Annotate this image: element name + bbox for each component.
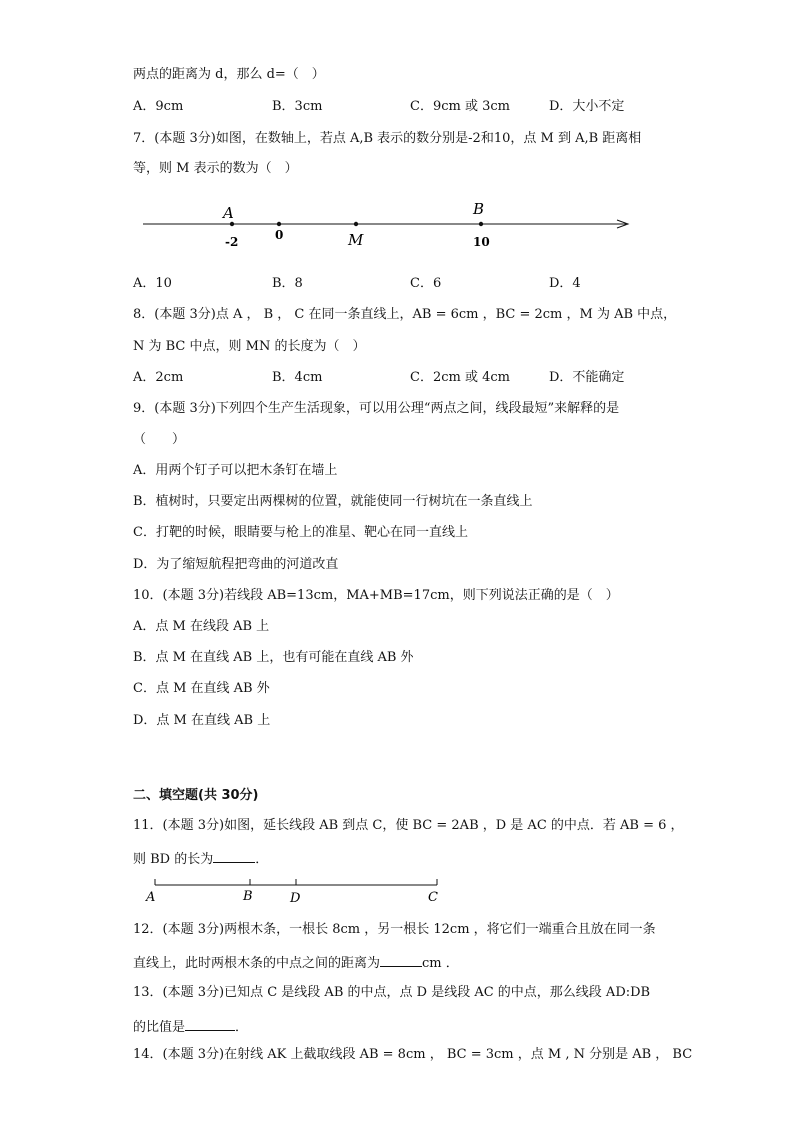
q13-line2-pre: 的比值是 [133, 1020, 186, 1035]
q13-stem-line1: 13．(本题 3分)已知点 C 是线段 AB 的中点，点 D 是线段 AC 的中点，那么线段 AD:DB [133, 985, 651, 1000]
q10-option-c: C．点 M 在直线 AB 外 [133, 681, 270, 696]
q8-stem-line1: 8．(本题 3分)点 A ， B ， C 在同一条直线上，AB = 6cm ，BC = 2cm ，M 为 AB 中点， [133, 307, 677, 322]
q11-label-a: A [146, 890, 156, 905]
q11-label-c: C [428, 890, 438, 905]
q6-option-a: A．9cm [133, 99, 184, 114]
q7-point-0 [277, 222, 281, 226]
q8-option-d: D．不能确定 [549, 370, 625, 385]
q9-stem-line1: 9．(本题 3分)下列四个生产生活现象，可以用公理“两点之间，线段最短”来解释的是 [133, 401, 620, 416]
q8-options [133, 369, 753, 387]
q7-option-a: A．10 [133, 276, 172, 291]
q9-option-d: D．为了缩短航程把弯曲的河道改直 [133, 557, 339, 572]
q7-option-b: B．8 [272, 276, 303, 291]
q7-point-a [230, 222, 234, 226]
q7-number-line-figure [0, 195, 794, 255]
q13-answer-blank[interactable] [185, 1016, 235, 1031]
q7-tick-neg2: -2 [225, 235, 239, 249]
q7-stem-line1: 7．(本题 3分)如图，在数轴上，若点 A,B 表示的数分别是-2和10，点 M 到 A,B 距离相 [133, 131, 642, 146]
q7-label-a: A [223, 204, 234, 222]
q13-line2-post: ． [235, 1020, 249, 1035]
q7-label-m: M [348, 231, 364, 249]
q7-tick-10: 10 [473, 235, 490, 249]
q7-options [133, 275, 753, 293]
q9-option-c: C．打靶的时候，眼睛要与枪上的准星、靶心在同一直线上 [133, 525, 468, 540]
q11-answer-blank[interactable] [213, 848, 255, 863]
q12-line2-pre: 直线上，此时两根木条的中点之间的距离为 [133, 956, 381, 971]
q11-label-b: B [243, 889, 253, 904]
q12-line2-post: cm ． [422, 956, 459, 971]
q11-label-d: D [290, 891, 301, 906]
q14-stem-line1: 14．(本题 3分)在射线 AK 上截取线段 AB = 8cm ， BC = 3cm ，点 M , N 分别是 AB ， BC [133, 1047, 693, 1062]
q12-stem-line1: 12．(本题 3分)两根木条，一根长 8cm ，另一根长 12cm ，将它们一端重合且放在同一条 [133, 922, 656, 937]
q10-stem: 10．(本题 3分)若线段 AB=13cm，MA+MB=17cm，则下列说法正确的是（ ） [133, 588, 619, 603]
q7-stem-line2: 等，则 M 表示的数为（ ） [133, 161, 298, 176]
q6-option-b: B．3cm [272, 99, 323, 114]
q8-option-b: B．4cm [272, 370, 323, 385]
q7-point-m [354, 222, 358, 226]
q11-stem-line2 [133, 848, 268, 869]
q7-point-b [479, 222, 483, 226]
q11-segment-figure [0, 872, 794, 908]
q8-stem-line2: N 为 BC 中点，则 MN 的长度为（ ） [133, 339, 366, 354]
section-2-title: 二、填空题(共 30分) [133, 788, 259, 803]
q9-stem-line2: （ ） [133, 432, 186, 447]
q7-option-c: C．6 [410, 276, 442, 291]
q11-stem-line1: 11．(本题 3分)如图，延长线段 AB 到点 C，使 BC = 2AB ，D 是 AC 的中点．若 AB = 6 ， [133, 818, 684, 833]
q10-option-b: B．点 M 在直线 AB 上，也有可能在直线 AB 外 [133, 650, 414, 665]
q6-stem-tail: 两点的距离为 d，那么 d=（ ） [133, 67, 325, 82]
q7-tick-0: 0 [275, 228, 284, 242]
q8-option-a: A．2cm [133, 370, 184, 385]
q11-line2-post: ． [255, 852, 269, 867]
q9-option-b: B．植树时，只要定出两棵树的位置，就能使同一行树坑在一条直线上 [133, 494, 533, 509]
q13-stem-line2 [133, 1016, 248, 1037]
q11-line2-pre: 则 BD 的长为 [133, 852, 214, 867]
q10-option-a: A．点 M 在线段 AB 上 [133, 619, 270, 634]
q10-option-d: D．点 M 在直线 AB 上 [133, 713, 271, 728]
q12-answer-blank[interactable] [380, 952, 422, 967]
q8-option-c: C．2cm 或 4cm [410, 370, 510, 385]
q9-option-a: A．用两个钉子可以把木条钉在墙上 [133, 463, 338, 478]
q6-option-d: D．大小不定 [549, 99, 625, 114]
q12-stem-line2 [133, 952, 459, 973]
q6-option-c: C．9cm 或 3cm [410, 99, 510, 114]
q7-label-b: B [473, 200, 485, 218]
q6-options [133, 98, 753, 116]
q7-option-d: D．4 [549, 276, 581, 291]
